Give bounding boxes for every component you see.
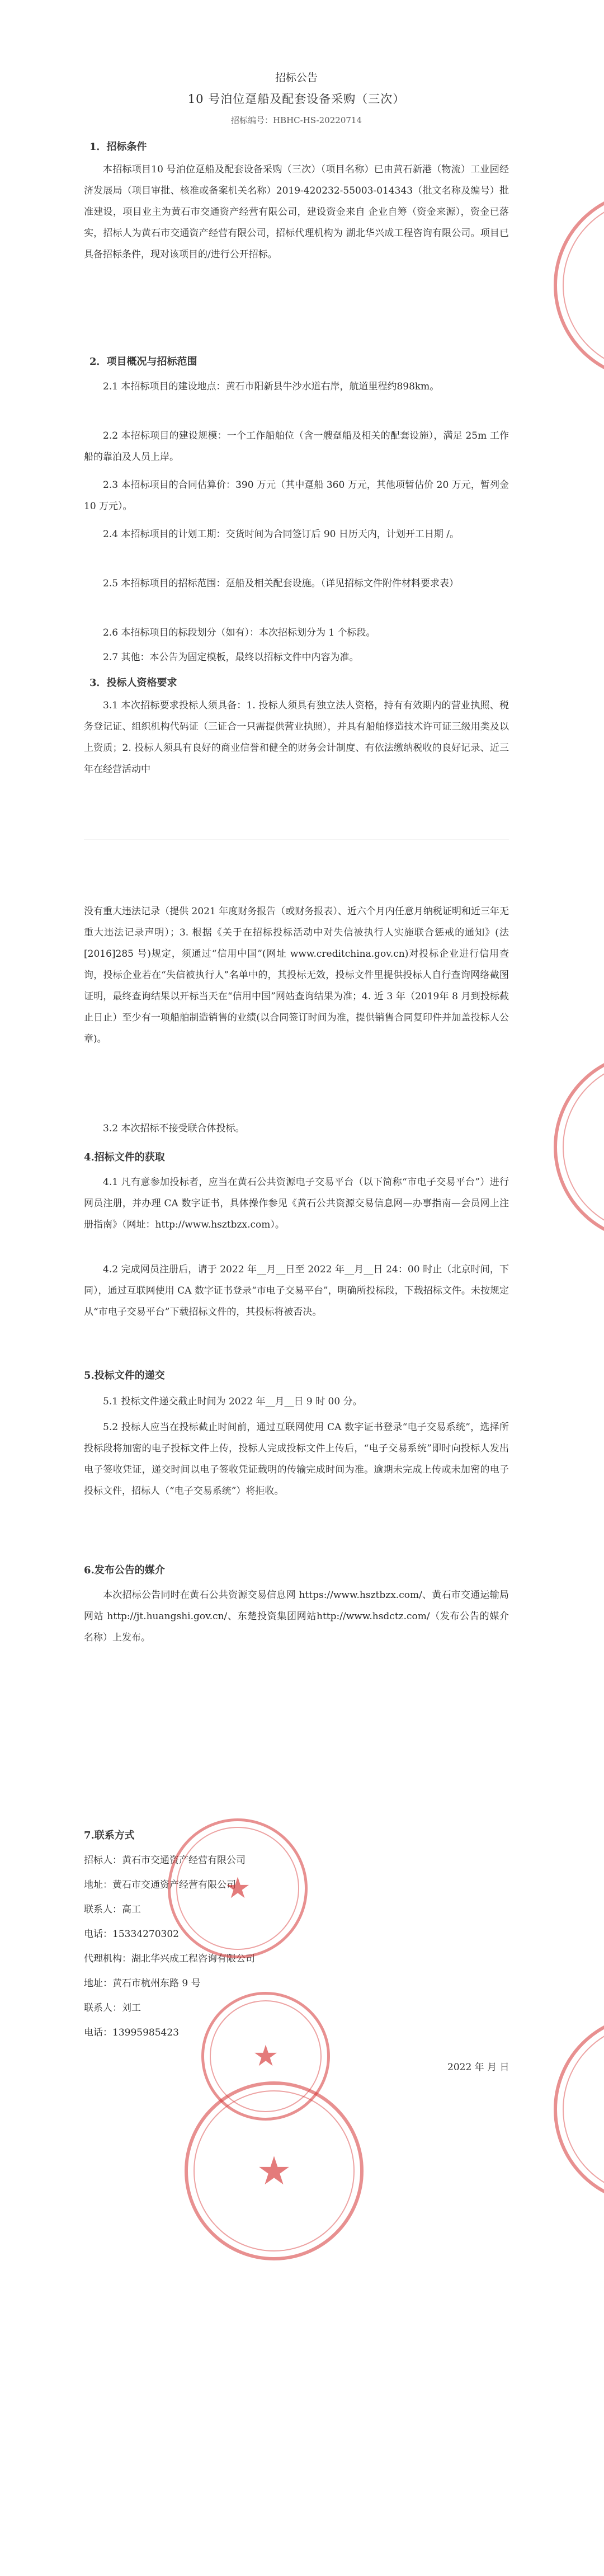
contact-tenderer-person: 联系人：高工 <box>84 1904 141 1915</box>
contact-tenderer: 招标人：黄石市交通资产经营有限公司 <box>84 1855 246 1866</box>
company-large-seal: ★ <box>185 2081 364 2260</box>
contact-agency-phone: 电话：13995985423 <box>84 2027 179 2038</box>
section-1-heading: 1．招标条件 <box>89 141 147 153</box>
section-2-item-7: 2.7 其他：本公告为固定模板，最终以招标文件中内容为准。 <box>103 652 359 663</box>
section-2-item-2: 2.2 本招标项目的建设规模：一个工作船舶位（含一艘趸船及相关的配套设施），满足 25m 工作船的靠泊及人员上岸。 <box>84 430 509 463</box>
section-6-heading: 6.发布公告的媒介 <box>84 1564 165 1576</box>
document-subtitle: 10 号泊位趸船及配套设备采购（三次） <box>187 92 405 106</box>
section-7-heading: 7.联系方式 <box>84 1830 135 1841</box>
section-1-paragraph: 本招标项目10 号泊位趸船及配套设备采购（三次）（项目名称）已由黄石新港（物流）工业园经济发展局（项目审批、核准或备案机关名称）2019-420232-55003-014343（批文名称及编号）批准建设，项目业主为黄石市交通资产经营有限公司，建设资金来自 企业自筹（资金来源），资金已落实，招标人为黄石市交通资产经营有限公司，招标代理机构为 湖北华兴成工程咨询有限公司。项目已具备招标条件，现对该项目的/进行公开招标。 <box>84 164 509 260</box>
agency-seal: ★ <box>201 1992 330 2121</box>
section-5-paragraph-2: 5.2 投标人应当在投标截止时间前，通过互联网使用 CA 数字证书登录“电子交易系统”，选择所投标段将加密的电子投标文件上传，投标人完成投标文件上传后，“电子交易系统”即时向投标人发出电子签收凭证，递交时间以电子签收凭证载明的传输完成时间为准。逾期未完成上传或未加密的电子投标文件，招标人（“电子交易系统”）将拒收。 <box>84 1422 509 1497</box>
section-4-heading: 4.招标文件的获取 <box>84 1151 165 1163</box>
section-3-paragraph-3: 3.2 本次招标不接受联合体投标。 <box>103 1123 245 1134</box>
edge-seal-bottom <box>554 2014 604 2216</box>
section-2-item-4: 2.4 本招标项目的计划工期：交货时间为合同签订后 90 日历天内，计划开工日期 /。 <box>103 529 460 540</box>
contact-agency: 代理机构：湖北华兴成工程咨询有限公司 <box>84 1953 255 1964</box>
section-2-item-6: 2.6 本招标项目的标段划分（如有）：本次招标划分为 1 个标段。 <box>103 627 376 638</box>
section-4-paragraph-1: 4.1 凡有意参加投标者，应当在黄石公共资源电子交易平台（以下简称“市电子交易平台”）进行网员注册，并办理 CA 数字证书，具体操作参见《黄石公共资源交易信息网—办事指南—会员网上注册指南》（网址：http://www.hsztbzx.com）。 <box>84 1177 509 1230</box>
section-4-paragraph-2: 4.2 完成网员注册后，请于 2022 年__月__日至 2022 年__月__日 24：00 时止（北京时间，下同），通过互联网使用 CA 数字证书登录“市电子交易平台”，明确所投标段，下载招标文件。未按规定从“市电子交易平台”下载招标文件的，其投标将被否决。 <box>84 1264 509 1318</box>
section-5-heading: 5.投标文件的递交 <box>84 1370 165 1381</box>
section-2-item-3: 2.3 本招标项目的合同估算价：390 万元（其中趸船 360 万元，其他项暂估价 20 万元，暂列金 10 万元）。 <box>84 480 509 512</box>
section-2-item-1: 2.1 本招标项目的建设地点：黄石市阳新县牛沙水道右岸，航道里程约898km。 <box>103 381 440 392</box>
signature-date: 2022 年 月 日 <box>447 2062 509 2073</box>
edge-seal-top <box>554 190 604 392</box>
contact-agency-address: 地址：黄石市杭州东路 9 号 <box>84 1978 201 1989</box>
section-3-heading: 3．投标人资格要求 <box>89 677 177 689</box>
tenderer-seal: ★ <box>168 1818 308 1958</box>
section-3-paragraph-1: 3.1 本次招标要求投标人须具备：1. 投标人须具有独立法人资格，持有有效期内的营业执照、税务登记证、组织机构代码证（三证合一只需提供营业执照），并具有船舶修造技术许可证三级用类及以上资质；2. 投标人须具有良好的商业信誉和健全的财务会计制度、有依法缴纳税收的良好记录、近三年在经营活动中 <box>84 700 509 775</box>
tender-number: 招标编号：HBHC-HS-20220714 <box>230 115 362 125</box>
document-title: 招标公告 <box>275 72 318 84</box>
section-6-paragraph: 本次招标公告同时在黄石公共资源交易信息网 https://www.hsztbzx.com/、黄石市交通运输局网站 http://jt.huangshi.gov.cn/、东楚投资集团网站http://www.hsdctz.com/（发布公告的媒介名称）上发布。 <box>84 1590 509 1643</box>
section-3-paragraph-2: 没有重大违法记录（提供 2021 年度财务报告（或财务报表）、近六个月内任意月纳税证明和近三年无重大违法记录声明）；3. 根据《关于在招标投标活动中对失信被执行人实施联合惩戒的通知》(法[2016]285 号)规定，须通过“信用中国”(网址 www.creditchina.gov.cn)对投标企业进行信用查询，投标企业若在“失信被执行人”名单中的，其投标无效，投标文件里提供投标人自行查询网络截图证明，最终查询结果以开标当天在“信用中国”网站查询结果为准；4. 近 3 年（2019年 8 月到投标截止日止）至少有一项船舶制造销售的业绩(以合同签订时间为准，提供销售合同复印件并加盖投标人公章)。 <box>84 906 509 1045</box>
contact-agency-person: 联系人：刘工 <box>84 2002 141 2014</box>
section-2-item-5: 2.5 本招标项目的招标范围：趸船及相关配套设施。（详见招标文件附件材料要求表） <box>103 578 459 589</box>
contact-tenderer-phone: 电话：15334270302 <box>84 1929 179 1940</box>
edge-seal-middle <box>554 1052 604 1253</box>
section-5-paragraph-1: 5.1 投标文件递交截止时间为 2022 年__月__日 9 时 00 分。 <box>103 1396 362 1407</box>
page-break <box>84 839 509 840</box>
contact-tenderer-address: 地址：黄石市交通资产经营有限公司 <box>84 1879 236 1891</box>
section-2-heading: 2．项目概况与招标范围 <box>89 356 197 368</box>
